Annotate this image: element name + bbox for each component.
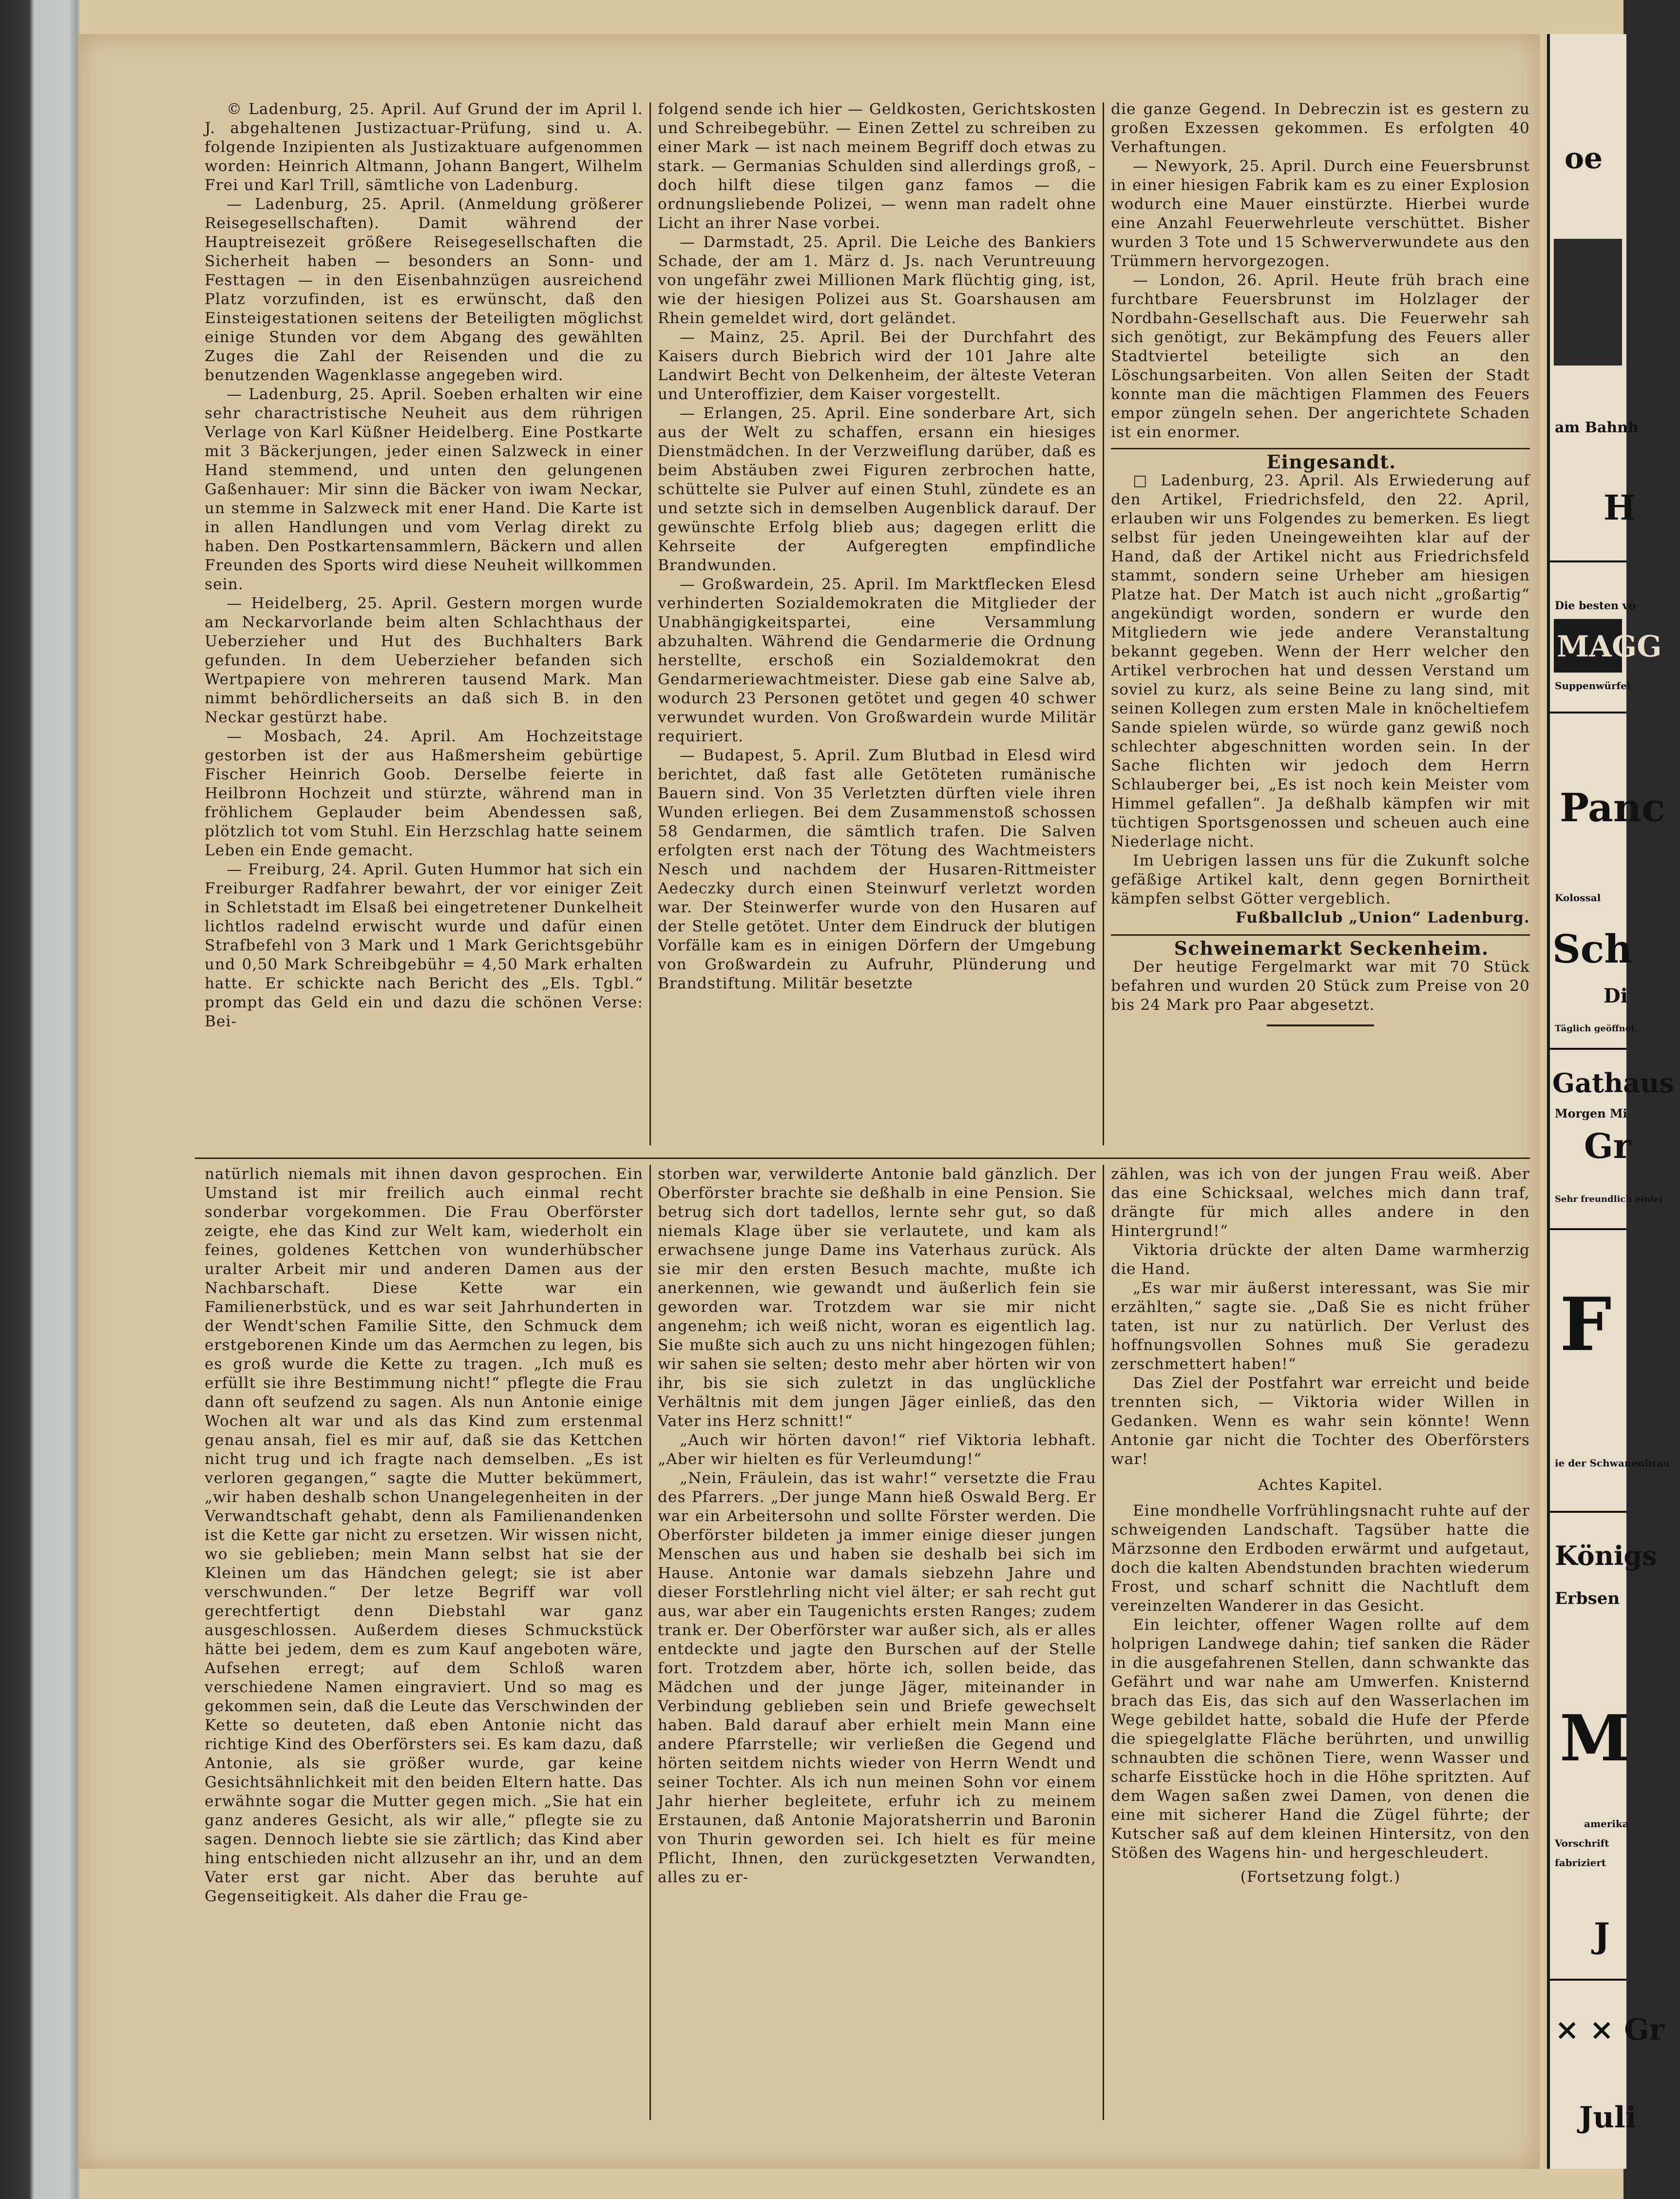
column-rule xyxy=(1103,1165,1104,2120)
section-rule xyxy=(1111,934,1530,936)
news-ladenburg-justiz: © Ladenburg, 25. April. Auf Grund der im April l. J. abgehaltenen Justizactuar-Prüfung, sind u. A. folgende Inzipienten als Justizaktuare aufgenommen worden: Heinrich Altmann, Johann Bangert, Wilhelm Frei und Karl Trill, sämtliche von Ladenburg. xyxy=(205,100,643,194)
ad-divider xyxy=(1550,1979,1626,1981)
ad-fragment: Die besten vo xyxy=(1555,599,1636,612)
news-mainz: — Mainz, 25. April. Bei der Durchfahrt des Kaisers durch Biebrich wird der 101 Jahre alte Landwirt Becht von Delkenheim, der älteste Veteran und Unteroffizier, dem Kaiser vorgestellt. xyxy=(658,328,1096,403)
ad-fragment: Sch xyxy=(1552,926,1633,972)
eingesandt-text-2: Im Uebrigen lassen uns für die Zukunft solche gefäßige Artikel kalt, denn gegen Bornirtheit kämpfen selbst Götter vergeblich. xyxy=(1111,852,1530,907)
ad-divider xyxy=(1550,1048,1626,1050)
news-freiburg-cont: folgend sende ich hier — Geldkosten, Gerichtskosten und Schreibegebühr. — Einen Zettel zu schreiben zu einer Mark — ist nach meinem Begriff doch etwas zu stark. — Germanias Schulden sind allerdings groß, – doch hilft diese tilgen ganz famos — die ordnungsliebende Polizei, — wenn man radelt ohne Licht an ihrer Nase vorbei. xyxy=(658,100,1096,232)
eingesandt-text: □ Ladenburg, 23. April. Als Erwiederung auf den Artikel, Friedrichsfeld, den 22. April, erlauben wir uns Folgendes zu bemerken. Es liegt selbst für jeden Uneingeweihten klar auf der Hand, daß der Artikel nicht aus Friedrichsfeld stammt, sondern seine Urheber am hiesigen Platze hat. Der Match ist auch nicht „großartig“ angekündigt worden, sondern er wurde den Mitgliedern wie jede andere Veranstaltung bekannt gegeben. Wenn der Herr welcher den Artikel verbrochen hat und dessen Verstand um soviel zu kurz, als seine Beine zu lang sind, mit seinen Kollegen zum ersten Male in knöcheltiefem Sande spielen würde, so würde ganz gewiß noch schlechter abgeschnitten worden sein. In der Sache flichten wir jedoch dem Herrn Schlauberger bei, „Es ist noch kein Meister vom Himmel gefallen“. Ja deßhalb kämpfen wir mit tüchtigen Sportsgenossen und scheuen auch eine Niederlage nicht. xyxy=(1111,472,1530,850)
chapter-text-1: Eine mondhelle Vorfrühlingsnacht ruhte auf der schweigenden Landschaft. Tagsüber hatte die Märzsonne den Erdboden erwärmt und aufgetaut, doch die kalten Abendstunden brachten wiederum Frost, und scharf schnitt die Nachtluft dem vereinzelten Wanderer in das Gesicht. xyxy=(1111,1502,1530,1615)
story-text-8: Das Ziel der Postfahrt war erreicht und beide trennten sich, — Viktoria wider Willen in Gedanken. Wenn es wahr sein könnte! Wenn Antonie gar nicht die Tochter des Oberförsters war! xyxy=(1111,1374,1530,1468)
story-column-3 xyxy=(1111,1165,1530,1887)
news-newyork: — Newyork, 25. April. Durch eine Feuersbrunst in einer hiesigen Fabrik kam es zu einer Explosion wodurch eine Mauer einstürzte. Hierbei wurde eine Anzahl Feuerwehrleute verschüttet. Bisher wurden 3 Tote und 15 Schwerverwundete aus den Trümmern hervorgezogen. xyxy=(1111,157,1530,270)
ad-divider xyxy=(1550,1511,1626,1513)
ad-fragment: Erbsen xyxy=(1555,1589,1620,1608)
ad-fragment: M xyxy=(1560,1701,1630,1775)
eingesandt-heading: Eingesandt. xyxy=(1266,451,1396,473)
story-text-1: natürlich niemals mit ihnen davon gesprochen. Ein Umstand ist mir freilich auch einmal recht sonderbar vorgekommen. Die Frau Oberförster zeigte, ehe das Kind zur Welt kam, wiederholt ein feines, goldenes Kettchen von wunderhübscher uralter Arbeit mir und anderen Damen aus der Nachbarschaft. Diese Kette war ein Familienerbstück, und es war seit Jahrhunderten in der Wendt'schen Familie Sitte, den Schmuck dem erstgeborenen Kinde um das Aermchen zu legen, bis es groß wurde die Kette zu tragen. „Ich muß es erfüllt sie ihre Bestimmung nicht!“ pflegte die Frau dann oft seufzend zu sagen. Als nun Antonie einige Wochen alt war und als das Kind zum erstenmal genau ansah, fiel es mir auf, daß sie das Kettchen nicht trug und ich fragte nach demselben. „Es ist verloren gegangen,“ sagte die Mutter bekümmert, „wir haben deshalb schon Unangelegenheiten in der Verwandtschaft gehabt, denn als Familienandenken ist die Kette gar nicht zu ersetzen. Wir wissen nicht, wo sie geblieben; mein Mann selbst hat sie der Kleinen um das Händchen gelegt; sie ist aber verschwunden.“ Der letze Begriff war voll gerechtfertigt denn Diebstahl war ganz ausgeschlossen. Außerdem dieses Schmuckstück hätte bei jedem, dem es zum Kauf angeboten wäre, Aufsehen erregt; auf dem Schloß waren verschiedene Namen eingraviert. Und so mag es gekommen sein, daß die Leute das Verschwinden der Kette so deuteten, daß eben Antonie nicht das richtige Kind des Oberförsters sei. Es kam dazu, daß Antonie, als sie größer wurde, gar keine Gesichtsähnlichkeit mit den beiden Eltern hatte. Das erwähnte sogar die Mutter gegen mich. „Sie hat ein ganz anderes Gesicht, als wir alle,“ pflegte sie zu sagen. Dennoch liebte sie sie zärtlich; das Kind aber hing entschieden nicht allzusehr an ihr, und an dem Vater erst gar nicht. Aber das beruhte auf Gegenseitigkeit. Als daher die Frau ge- xyxy=(205,1165,643,1905)
news-budapest-cont: die ganze Gegend. In Debreczin ist es gestern zu großen Exzessen gekommen. Es erfolgten 40 Verhaftungen. xyxy=(1111,100,1530,156)
story-column-2 xyxy=(658,1165,1096,1887)
ad-logo-block xyxy=(1554,239,1622,366)
column-rule xyxy=(649,1165,651,2120)
end-rule xyxy=(1267,1024,1374,1026)
news-column-2 xyxy=(658,100,1096,993)
ad-fragment: Vorschrift xyxy=(1555,1837,1609,1849)
news-column-3 xyxy=(1111,100,1530,1026)
ad-fragment: Morgen Mi xyxy=(1555,1106,1627,1120)
story-text-5: zählen, was ich von der jungen Frau weiß. Aber das eine Schicksaal, welches mich dann traf, drängte für mich alles andere in den Hintergrund!“ xyxy=(1111,1165,1530,1240)
story-text-3: „Auch wir hörten davon!“ rief Viktoria lebhaft. „Aber wir hielten es für Verleumdung!“ xyxy=(658,1431,1096,1468)
section-rule xyxy=(1111,448,1530,449)
ad-fragment: oe xyxy=(1565,141,1603,175)
ad-divider xyxy=(1550,1228,1626,1230)
ad-fragment: Panc xyxy=(1560,785,1665,830)
news-ladenburg-postkarte: — Ladenburg, 25. April. Soeben erhalten wir eine sehr charactristische Neuheit aus dem rührigen Verlage von Karl Küßner Heidelberg. Eine Postkarte mit 3 Bäckerjungen, jeder einen Salzweck in einer Hand stemmend, und unten den gelungenen Gaßenhauer: Mir sinn die Bäcker von iwam Neckar, un stemme in Salzweck mit ener Hand. Die Karte ist in allen Handlungen und vom Verlag direkt zu haben. Den Postkartensammlern, Bäckern und allen Freunden des Sports wird diese Neuheit willkommen sein. xyxy=(205,386,643,593)
news-mosbach: — Mosbach, 24. April. Am Hochzeitstage gestorben ist der aus Haßmersheim gebürtige Fischer Heinrich Goob. Derselbe feierte in Heilbronn Hochzeit und stürzte, während man in fröhlichem Geplauder beim Abendessen saß, plötzlich tot vom Stuhl. Ein Herzschlag hatte seinem Leben ein Ende gemacht. xyxy=(205,728,643,859)
ad-fragment: Juli xyxy=(1579,2101,1637,2135)
news-column-1 xyxy=(205,100,643,1031)
ad-divider xyxy=(1550,560,1626,562)
column-rule xyxy=(1103,102,1104,1145)
story-text-4: „Nein, Fräulein, das ist wahr!“ versetzte die Frau des Pfarrers. „Der junge Mann hieß Oswald Berg. Er war ein Arbeitersohn und sollte Förster werden. Die Oberförster bildeten ja immer einige dieser jungen Menschen aus und haben sie deshalb bei sich im Hause. Antonie war damals siebzehn Jahre und dieser Forstlehrling nicht viel älter; er sah recht gut aus, war aber ein Taugenichts ersten Ranges; zudem trank er. Der Oberförster war außer sich, als er alles entdeckte und jagte den Burschen auf der Stelle fort. Trotzdem aber, hörte ich, sollen beide, das Mädchen und der junge Jäger, miteinander in Verbindung geblieben sein und Briefe gewechselt haben. Bald darauf aber erhielt mein Mann eine andere Pfarrstelle; wir verließen die Gegend und hörten seitdem nichts wieder von Herrn Wendt und seiner Tochter. Als ich nun meinen Sohn vor einem Jahr hierher begleitete, erfuhr ich zu meinem Erstaunen, daß Antonie Majoratsherrin und Baronin von Thurin geworden sei. Ich hielt es für meine Pflicht, Ihnen, den zurückgesetzten Verwandten, alles zu er- xyxy=(658,1469,1096,1886)
ad-fragment: H xyxy=(1604,487,1636,528)
newspaper-page xyxy=(78,34,1540,2169)
ad-fragment: ie der Schwanenbrau xyxy=(1555,1457,1670,1469)
ad-fragment: Kolossal xyxy=(1555,892,1601,904)
news-grosswardein: — Großwardein, 25. April. Im Marktflecken Elesd verhinderten Sozialdemokraten die Mitglieder der Unabhängigkeitspartei, eine Versammlung abzuhalten. Während die Gendarmerie die Ordnung herstellte, erschoß ein Sozialdemokrat den Gendarmeriewachtmeister. Diese gab eine Salve ab, wodurch 23 Personen getötet und gegen 40 schwer verwundet wurden. Von Großwardein wurde Militär requiriert. xyxy=(658,576,1096,745)
news-freiburg: — Freiburg, 24. April. Guten Hummor hat sich ein Freiburger Radfahrer bewahrt, der vor einiger Zeit in Schletstadt im Elsaß bei eingetretener Dunkelheit lichtlos radelnd erwischt wurde und dafür einen Strafbefehl von 3 Mark und 1 Mark Gerichtsgebühr und 0,50 Mark Schreibgebühr = 4,50 Mark erhalten hatte. Er schickte nach Bericht des „Els. Tgbl.“ prompt das Geld ein und dazu die schönen Verse: Bei- xyxy=(205,861,643,1030)
continued-note: (Fortsetzung folgt.) xyxy=(1240,1868,1401,1886)
news-heidelberg: — Heidelberg, 25. April. Gestern morgen wurde am Neckarvorlande beim alten Schlachthaus der Ueberzieher und Hut des Buchhalters Bark gefunden. In dem Ueberzieher befanden sich Wertpapiere von mehreren tausend Mark. Man nimmt behördlicherseits an daß sich B. in den Neckar gestürzt habe. xyxy=(205,595,643,726)
story-text-6: Viktoria drückte der alten Dame warmherzig die Hand. xyxy=(1111,1241,1530,1278)
eingesandt-signature: Fußballclub „Union“ Ladenburg. xyxy=(1235,909,1530,926)
ad-fragment: Suppenwürfel xyxy=(1555,680,1631,692)
ad-fragment: J xyxy=(1594,1915,1610,1956)
ad-fragment: × × Gr xyxy=(1555,2013,1665,2047)
ad-fragment: Sehr freundlich einlei xyxy=(1555,1194,1663,1204)
column-rule xyxy=(649,102,651,1145)
story-text-2: storben war, verwilderte Antonie bald gänzlich. Der Oberförster brachte sie deßhalb in eine Pension. Sie betrug sich dort tadellos, lernte sehr gut, so daß niemals Klage über sie verlautete, und kam als erwachsene junge Dame ins Vaterhaus zurück. Als sie mir den ersten Besuch machte, mußte ich anerkennen, wie gewandt und äußerlich fein sie geworden war. Trotzdem war sie mir nicht angenehm; ich weiß nicht, woran es eigentlich lag. Sie mußte sich auch zu uns nicht hingezogen fühlen; wir sahen sie selten; desto mehr aber hörten wir von ihr, bis sie sich zuletzt in das unglückliche Verhältnis mit dem jungen Jäger einließ, das den Vater ins Herz schnitt!“ xyxy=(658,1165,1096,1430)
ad-fragment: am Bahnh xyxy=(1555,419,1639,436)
chapter-heading: Achtes Kapitel. xyxy=(1258,1476,1383,1494)
ad-fragment: Täglich geöffnet. xyxy=(1555,1023,1638,1034)
ad-fragment: Gr xyxy=(1584,1126,1631,1166)
story-text-7: „Es war mir äußerst interessant, was Sie mir erzählten,“ sagte sie. „Daß Sie es nicht früher taten, ist nur zu natürlich. Der Verlust des hoffnungsvollen Sohnes muß Sie geradezu zerschmettert haben!“ xyxy=(1111,1279,1530,1373)
ad-fragment: MAGG xyxy=(1557,630,1662,664)
ad-fragment: Di xyxy=(1604,984,1628,1007)
story-column-1 xyxy=(205,1165,643,1906)
feuilleton-divider xyxy=(195,1157,1530,1159)
ad-fragment: amerika xyxy=(1584,1818,1629,1830)
news-darmstadt: — Darmstadt, 25. April. Die Leiche des Bankiers Schade, der am 1. März d. Js. nach Veruntreuung von ungefähr zwei Millionen Mark flüchtig ging, ist, wie der hiesigen Polizei aus St. Goarshausen am Rhein gemeldet wird, dort geländet. xyxy=(658,233,1096,327)
market-text: Der heutige Fergelmarkt war mit 70 Stück befahren und wurden 20 Stück zum Preise von 20 bis 24 Mark pro Paar abgesetzt. xyxy=(1111,958,1530,1014)
ad-fragment: F xyxy=(1560,1282,1612,1368)
ad-fragment: fabriziert xyxy=(1555,1857,1606,1869)
ad-fragment: Gathaus xyxy=(1552,1067,1674,1099)
news-erlangen: — Erlangen, 25. April. Eine sonderbare Art, sich aus der Welt zu schaffen, ersann ein hiesiges Dienstmädchen. In der Verzweiflung darüber, daß es beim Abstäuben zwei Figuren zerbrochen hatte, schüttelte sie Pulver auf einen Stuhl, zündete es an und setzte sich in demselben Augenblick darauf. Der gewünschte Erfolg blieb aus; dagegen erlitt die Kehrseite der Aufgeregten empfindliche Brandwunden. xyxy=(658,405,1096,574)
news-london: — London, 26. April. Heute früh brach eine furchtbare Feuersbrunst im Holzlager der Nordbahn-Gesellschaft aus. Die Feuerwehr sah sich genötigt, zur Bekämpfung des Feuers aller Stadtviertel beteiligte sich an den Löschungsarbeiten. Von allen Seiten der Stadt konnte man die mächtigen Flammen des Feuers empor züngeln sehen. Der angerichtete Schaden ist ein enormer. xyxy=(1111,271,1530,441)
market-heading: Schweinemarkt Seckenheim. xyxy=(1174,937,1489,959)
news-ladenburg-reisegesellschaften: — Ladenburg, 25. April. (Anmeldung größerer Reisegesellschaften). Damit während der Hauptreisezeit größere Reisegesellschaften die Sicherheit haben — besonders an Sonn- und Festtagen — in den Eisenbahnzügen ausreichend Platz vorzufinden, ist es erwünscht, daß den Einsteigestationen seitens der Beteiligten möglichst einige Stunden vor dem Abgang des gewählten Zuges die Zahl der Reisenden und die zu benutzenden Wagenklasse angegeben wird. xyxy=(205,195,643,384)
ad-divider xyxy=(1550,712,1626,714)
chapter-text-2: Ein leichter, offener Wagen rollte auf dem holprigen Landwege dahin; tief sanken die Räder in die ausgefahrenen Stellen, dann schwankte das Gefährt und war nahe am Umwerfen. Knisternd brach das Eis, das sich auf den Wasserlachen im Wege gebildet hatte, sobald die Hufe der Pferde die spiegelglatte Fläche berührten, und unwillig schnaubten die schönen Tiere, wenn Wasser und scharfe Eisstücke hoch in die Höhe spritzten. Auf dem Wagen saßen zwei Damen, von denen die eine mit sicherer Hand die Zügel führte; der Kutscher saß auf dem kleinen Hintersitz, von den Stößen des Wagens hin- und hergeschleudert. xyxy=(1111,1616,1530,1862)
adjacent-page-ads xyxy=(1547,34,1674,2169)
news-budapest: — Budapest, 5. April. Zum Blutbad in Elesd wird berichtet, daß fast alle Getöteten rumänische Bauern sind. Von 35 Verletzten dürften viele ihren Wunden erliegen. Bei dem Zusammenstoß schossen 58 Gendarmen, die sämtlich trafen. Die Salven erfolgten erst nach der Tötung des Wachtmeisters Nesch und nachdem der Husaren-Rittmeister Aedeczky durch einen Steinwurf verletzt worden war. Der Steinwerfer wurde von den Husaren auf der Stelle getötet. Unter dem Eindruck der blutigen Vorfälle kam es in einigen Dörfern der Umgebung von Großwardein zu Aufruhr, Plünderung und Brandstiftung. Militär besetzte xyxy=(658,747,1096,992)
ad-fragment: Königs xyxy=(1555,1540,1657,1571)
